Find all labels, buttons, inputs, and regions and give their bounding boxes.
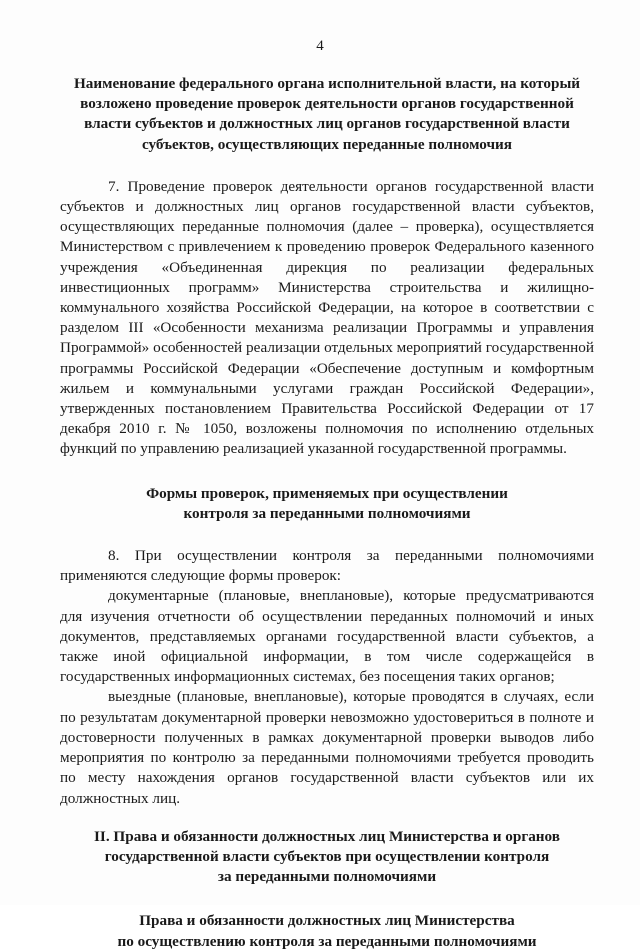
paragraph-documentary: документарные (плановые, внеплановые), которые предусматриваются для изучения отчетности об осуществлении переданных полномочий и иных документов, представляемых органами государственной власти субъектов, а также иной официальной информации, в том числе содержащейся в государственных информационных системах, без посещения таких органов; bbox=[60, 587, 594, 686]
heading-line: власти субъектов и должностных лиц органов государственной власти bbox=[84, 115, 570, 133]
heading-line: возложено проведение проверок деятельности органов государственной bbox=[80, 95, 574, 113]
paragraph-7: 7. Проведение проверок деятельности органов государственной власти субъектов и должностных лиц органов государственной власти субъектов, осуществляющих переданные полномочия (далее – проверка), осуществляется Министерством с привлечением к проведению проверок Федерального казенного учреждения «Объединенная дирекция по реализации федеральных инвестиционных программ» Министерства строительства и жилищно-коммунального хозяйства Российской Федерации, на которое в соответствии с разделом III «Особенности механизма реализации Программы и управления Программой» особенностей реализации отдельных мероприятий государственной программы Российской Федерации «Обеспечение доступным и комфортным жильем и коммунальными услугами граждан Российской Федерации», утвержденных постановлением Правительства Российской Федерации от 17 декабря 2010 г. № 1050, возложены полномочия по исполнению отдельных функций по управлению реализацией указанной государственной программы. bbox=[60, 177, 594, 458]
heading-line: по осуществлению контроля за переданными полномочиями bbox=[117, 932, 537, 950]
heading-line: II. Права и обязанности должностных лиц Министерства и органов bbox=[94, 827, 560, 845]
heading-line: государственной власти субъектов при осуществлении контроля bbox=[104, 847, 550, 865]
paragraph-8: 8. При осуществлении контроля за переданными полномочиями применяются следующие формы проверок: bbox=[60, 547, 594, 585]
document-body bbox=[60, 74, 594, 952]
page-number: 4 bbox=[316, 38, 324, 54]
heading-line: контроля за переданными полномочиями bbox=[183, 504, 471, 522]
paragraph-onsite: выездные (плановые, внеплановые), которые проводятся в случаях, если по результатам документарной проверки невозможно удостовериться в полноте и достоверности полученных в рамках документарной проверки выводов либо мероприятия по контролю за переданными полномочиями требуется проводить по месту нахождения органов государственной власти субъектов или их должностных лиц. bbox=[60, 688, 594, 807]
heading-line: за переданными полномочиями bbox=[217, 868, 437, 886]
heading-ministry-rights bbox=[60, 911, 594, 951]
heading-federal-body bbox=[60, 74, 594, 155]
heading-line: Права и обязанности должностных лиц Министерства bbox=[139, 912, 515, 930]
heading-line: Наименование федерального органа исполнительной власти, на который bbox=[73, 75, 581, 92]
heading-section-ii bbox=[60, 827, 594, 888]
heading-check-forms bbox=[60, 484, 594, 524]
heading-line: Формы проверок, применяемых при осуществлении bbox=[146, 484, 508, 502]
heading-line: субъектов, осуществляющих переданные полномочия bbox=[141, 135, 512, 153]
